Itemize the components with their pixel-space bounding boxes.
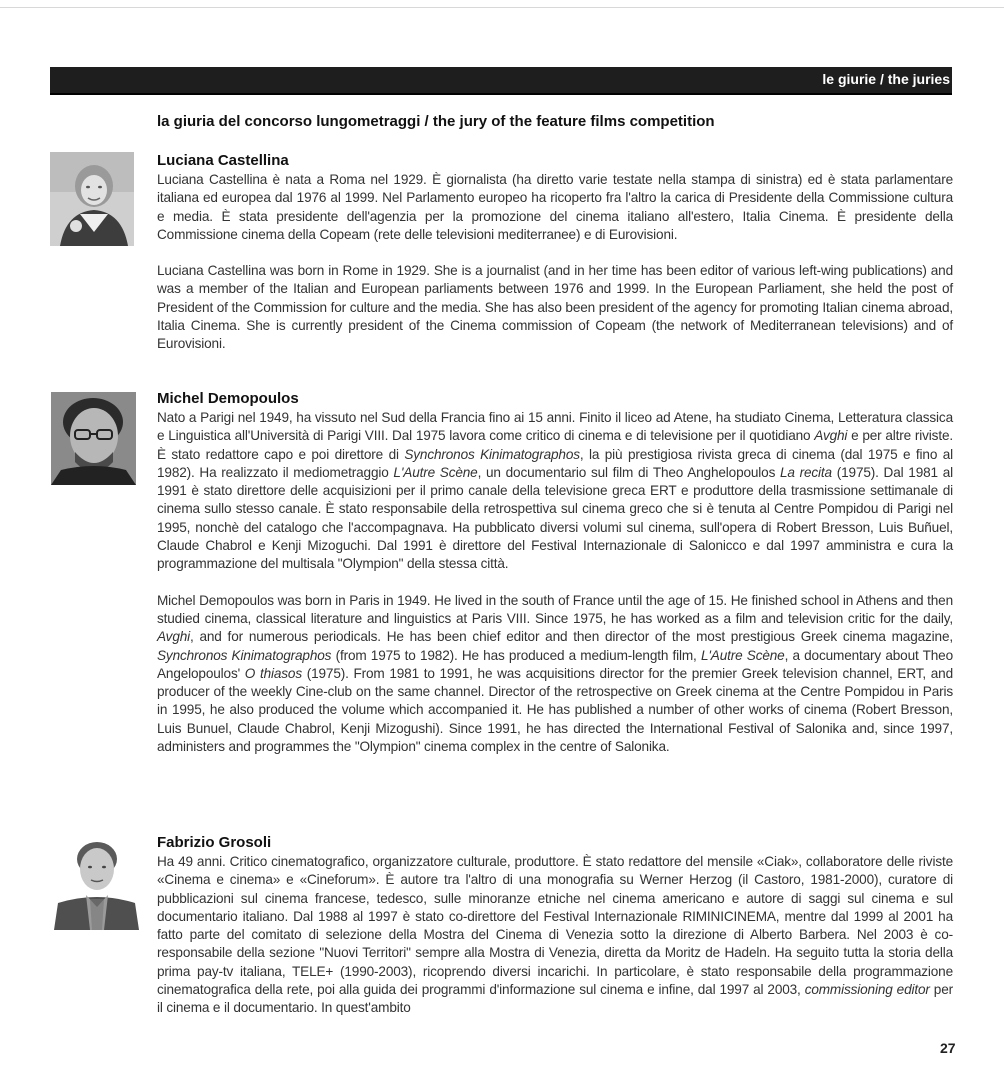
bio-italian: Ha 49 anni. Critico cinematografico, organizzatore culturale, produttore. È stato redattore del mensile «Ciak», collaboratore delle riviste «Cinema e cinema» e «Cineforum». È autore tra l'altro di una monografia su Werner Herzog (il Castoro, 1981-2000), curatore di pubblicazioni sul cinema francese, tedesco, sulle minoranze etniche nel cinema americano e autore di saggi sul cinema e sul documentario italiano. Dal 1988 al 1997 è stato co-direttore del Festival Internazionale RIMINICINEMA, mentre dal 1999 al 2001 ha fatto parte del comitato di selezione della Mostra del Cinema di Venezia sotto la direzione di Alberto Barbera. Nel 2003 è co-responsabile della sezione "Nuovi Territori" sempre alla Mostra di Venezia, diretta da Moritz de Hadeln. Ha seguito tutta la storia della prima pay-tv italiana, TELE+ (1990-2003), ricoprendo diversi incarichi. In particolare, è stato responsabile della programmazione cinematografica della rete, poi alla guida dei programmi d'informazione sul cinema e infine, dal 1997 al 2003, commissioning editor per il cinema e il documentario. In quest'ambito [157, 854, 953, 1016]
header-label: le giurie / the juries [822, 71, 950, 87]
section-title: la giuria del concorso lungometraggi / the jury of the feature films competition [157, 113, 715, 130]
juror-fabrizio-grosoli [157, 834, 953, 1018]
photo-luciana-castellina [50, 152, 134, 246]
top-rule [0, 7, 1004, 8]
juror-name: Michel Demopoulos [157, 390, 299, 407]
juror-luciana-castellina [157, 152, 953, 354]
section-header-bar [50, 67, 952, 95]
bio-italian: Nato a Parigi nel 1949, ha vissuto nel Sud della Francia fino ai 15 anni. Finito il liceo ad Atene, ha studiato Cinema, Letteratura classica e Linguistica all'Università di Parigi VIII. Dal 1975 lavora come critico di cinema e di televisione per il quotidiano Avghi e per altre riviste. È stato redattore capo e poi direttore di Synchronos Kinimatographos, la più prestigiosa rivista greca di cinema (dal 1975 e fino al 1982). Ha realizzato il mediometraggio L'Autre Scène, un documentario sul film di Theo Anghelopoulos La recita (1975). Dal 1981 al 1991 è stato direttore delle acquisizioni per il primo canale della televisione greca ERT e produttore della trasmissione settimanale di cinema sullo stesso canale. È stato responsabile della retrospettiva sul cinema greco che si è tenuta al Centre Pompidou di Parigi nel 1995, nonchè del catalogo che l'accompagnava. Ha pubblicato diversi volumi sul cinema, sull'opera di Robert Bresson, Luis Buñuel, Claude Chabrol e Kenji Mizoguchi. Dal 1991 è direttore del Festival Internazionale di Salonicco e dal 1997 amministra e cura la programmazione del multisala "Olympion" della stessa città. [157, 410, 953, 572]
photo-michel-demopoulos [51, 392, 136, 485]
juror-michel-demopoulos [157, 390, 953, 756]
bio-italian: Luciana Castellina è nata a Roma nel 1929. È giornalista (ha diretto varie testate nella stampa di sinistra) ed è stata parlamentare italiana ed europea dal 1976 al 1999. Nel Parlamento europeo ha ricoperto fra l'altro la carica di Presidente della Commissione cultura e media. È stata presidente dell'agenzia per la promozione del cinema italiano all'estero, Italia Cinema. È presidente della Commissione cinema della Copeam (rete delle televisioni mediterranee) e di Eurovisioni. [157, 172, 953, 242]
juror-name: Fabrizio Grosoli [157, 834, 272, 851]
bio-english: Michel Demopoulos was born in Paris in 1949. He lived in the south of France until the age of 15. He finished school in Athens and then studied cinema, classical literature and linguistics at Paris VIII. Since 1975, he has worked as a film and television critic for the daily, Avghi, and for numerous periodicals. He has been chief editor and then director of the most prestigious Greek cinema magazine, Synchronos Kinimatographos (from 1975 to 1982). He has produced a medium-length film, L'Autre Scène, a documentary about Theo Angelopoulos' O thiasos (1975). From 1981 to 1991, he was acquisitions director for the premier Greek television channel, ERT, and producer of the weekly Cine-club on the same channel. Director of the retrospective on Greek cinema at the Centre Pompidou in Paris in 1995, he also produced the volume which accompanied it. He has published a number of other works of cinema (Robert Bresson, Luis Bunuel, Claude Chabrol, Kenji Mizogushi). Since 1991, he has directed the International Festival of Salonika and, since 1997, administers and programmes the "Olympion" cinema complex in the centre of Salonika. [157, 592, 953, 755]
juror-name: Luciana Castellina [157, 152, 289, 169]
photo-fabrizio-grosoli [54, 835, 139, 930]
bio-english: Luciana Castellina was born in Rome in 1929. She is a journalist (and in her time has been editor of various left-wing publications) and was a member of the Italian and European parliaments between 1976 and 1999. In the European Parliament, she held the post of President of the Commission for culture and the media. She has also been president of the agency for promoting Italian cinema abroad, Italia Cinema. She is currently president of the Cinema commission of Copeam (the network of Mediterranean televisions) and of Eurovisioni. [157, 263, 953, 352]
page-number: 27 [940, 1040, 956, 1056]
